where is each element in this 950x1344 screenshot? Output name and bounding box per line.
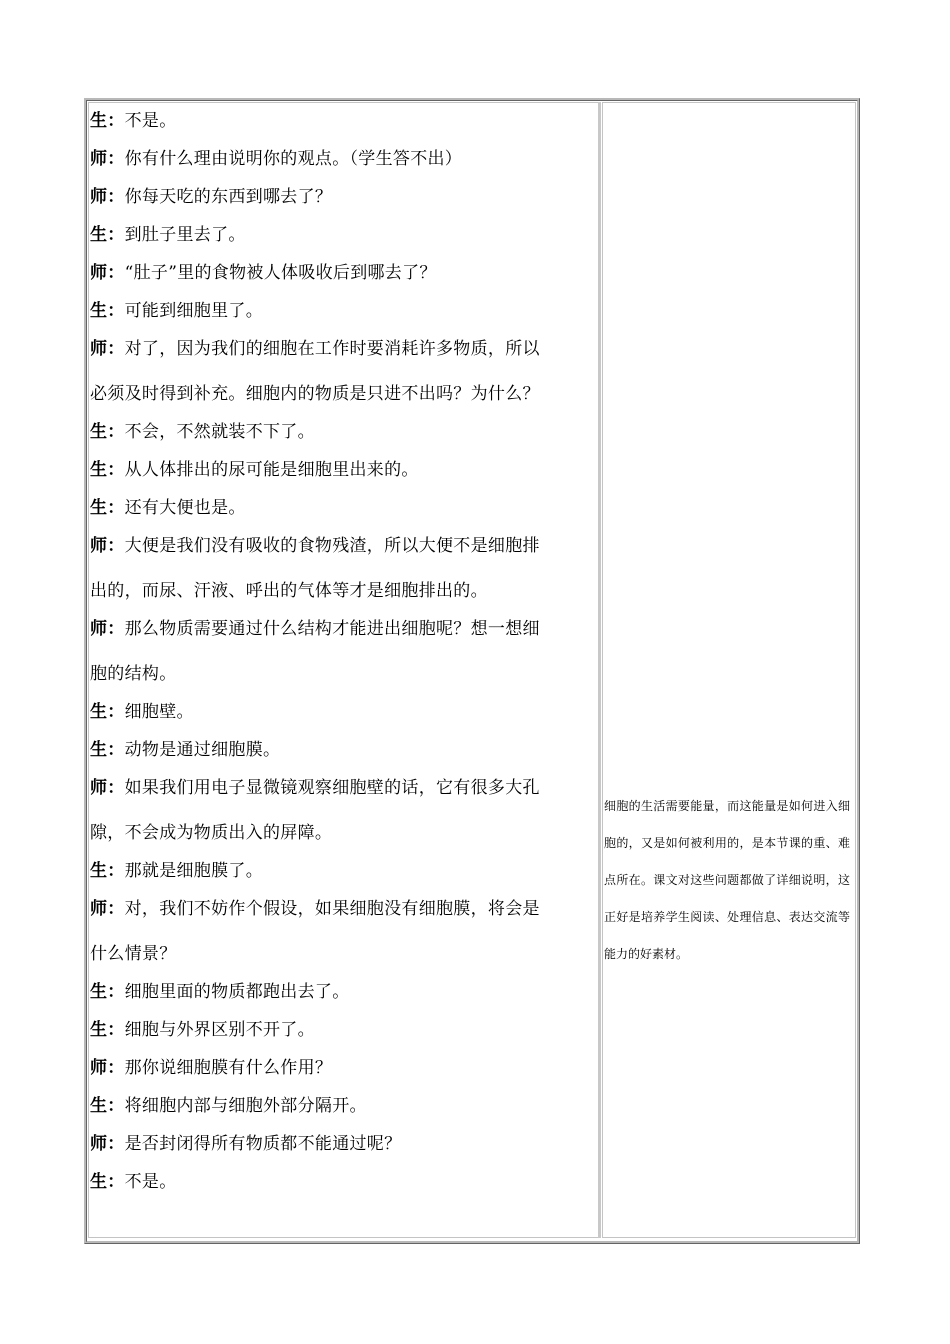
dialogue-line: [90, 489, 592, 527]
line-text: 不是。: [124, 1172, 177, 1192]
speaker-label: 生：: [90, 1020, 125, 1040]
line-text: 那你说细胞膜有什么作用？: [124, 1058, 333, 1078]
speaker-label: 生：: [90, 702, 125, 722]
dialogue-line: [90, 102, 592, 140]
dialogue-line: [90, 1087, 592, 1125]
line-text: 将细胞内部与细胞外部分隔开。: [124, 1096, 367, 1116]
dialogue-line: [90, 852, 592, 890]
dialogue-line: [90, 731, 592, 769]
speaker-label: 师：: [90, 263, 125, 283]
column-divider: [598, 102, 601, 1238]
teaching-note: 细胞的生活需要能量，而这能量是如何进入细胞的，又是如何被利用的，是本节课的重、难点所在。课文对这些问题都做了详细说明，这正好是培养学生阅读、处理信息、表达交流等能力的好素材。: [604, 799, 850, 961]
line-text: 对了，因为我们的细胞在工作时要消耗许多物质，所以: [124, 339, 540, 359]
line-text: 细胞壁。: [124, 702, 194, 722]
line-text: 胞的结构。: [90, 664, 177, 684]
speaker-label: 师：: [90, 619, 125, 639]
speaker-label: 师：: [90, 1058, 125, 1078]
dialogue-line: [90, 527, 592, 565]
line-text: 细胞里面的物质都跑出去了。: [124, 982, 350, 1002]
notes-cell: [602, 102, 856, 1238]
dialogue-line: [90, 572, 592, 610]
speaker-label: 生：: [90, 460, 125, 480]
line-text: 那就是细胞膜了。: [124, 861, 264, 881]
line-text: 不会，不然就装不下了。: [124, 422, 315, 442]
speaker-label: 师：: [90, 899, 125, 919]
dialogue-line: [90, 413, 592, 451]
speaker-label: 师：: [90, 149, 125, 169]
line-text: 出的，而尿、汗液、呼出的气体等才是细胞排出的。: [90, 581, 488, 601]
speaker-label: 师：: [90, 536, 125, 556]
speaker-label: 生：: [90, 111, 125, 131]
line-text: 你有什么理由说明你的观点。（学生答不出）: [124, 149, 463, 169]
dialogue-line: [90, 375, 592, 413]
dialogue-line: [90, 178, 592, 216]
line-text: 大便是我们没有吸收的食物残渣，所以大便不是细胞排: [124, 536, 540, 556]
dialogue-line: [90, 216, 592, 254]
dialogue-line: [90, 140, 592, 178]
speaker-label: 师：: [90, 778, 125, 798]
dialogue-line: [90, 890, 592, 928]
dialogue-line: [90, 610, 592, 648]
dialogue-line: [90, 693, 592, 731]
line-text: 细胞与外界区别不开了。: [124, 1020, 315, 1040]
line-text: 还有大便也是。: [124, 498, 246, 518]
dialogue-line: [90, 973, 592, 1011]
speaker-label: 生：: [90, 1096, 125, 1116]
line-text: 那么物质需要通过什么结构才能进出细胞呢？想一想细: [124, 619, 540, 639]
dialogue-line: [90, 769, 592, 807]
line-text: 动物是通过细胞膜。: [124, 740, 281, 760]
line-text: 可能到细胞里了。: [124, 301, 264, 321]
speaker-label: 生：: [90, 301, 125, 321]
line-text: 什么情景？: [90, 944, 177, 964]
line-text: 必须及时得到补充。细胞内的物质是只进不出吗？为什么？: [90, 384, 540, 404]
speaker-label: 生：: [90, 498, 125, 518]
speaker-label: 生：: [90, 422, 125, 442]
line-text: 你每天吃的东西到哪去了？: [124, 187, 333, 207]
line-text: 对，我们不妨作个假设，如果细胞没有细胞膜，将会是: [124, 899, 540, 919]
dialogue-line: [90, 935, 592, 973]
dialogue-line: [90, 330, 592, 368]
speaker-label: 生：: [90, 861, 125, 881]
dialogue-line: [90, 1163, 592, 1201]
dialogue-line: [90, 1011, 592, 1049]
line-text: 从人体排出的尿可能是细胞里出来的。: [124, 460, 419, 480]
line-text: “肚子”里的食物被人体吸收后到哪去了？: [124, 263, 437, 283]
dialogue-line: [90, 254, 592, 292]
speaker-label: 师：: [90, 187, 125, 207]
line-text: 到肚子里去了。: [124, 225, 246, 245]
speaker-label: 生：: [90, 740, 125, 760]
dialogue-line: [90, 814, 592, 852]
line-text: 隙，不会成为物质出入的屏障。: [90, 823, 333, 843]
speaker-label: 师：: [90, 1134, 125, 1154]
line-text: 是否封闭得所有物质都不能通过呢？: [124, 1134, 402, 1154]
speaker-label: 生：: [90, 225, 125, 245]
dialogue-line: [90, 292, 592, 330]
dialogue-line: [90, 451, 592, 489]
speaker-label: 师：: [90, 339, 125, 359]
dialogue-line: [90, 655, 592, 693]
dialogue-line: [90, 1049, 592, 1087]
dialogue-line: [90, 1125, 592, 1163]
line-text: 不是。: [124, 111, 177, 131]
speaker-label: 生：: [90, 982, 125, 1002]
speaker-label: 生：: [90, 1172, 125, 1192]
line-text: 如果我们用电子显微镜观察细胞壁的话，它有很多大孔: [124, 778, 540, 798]
